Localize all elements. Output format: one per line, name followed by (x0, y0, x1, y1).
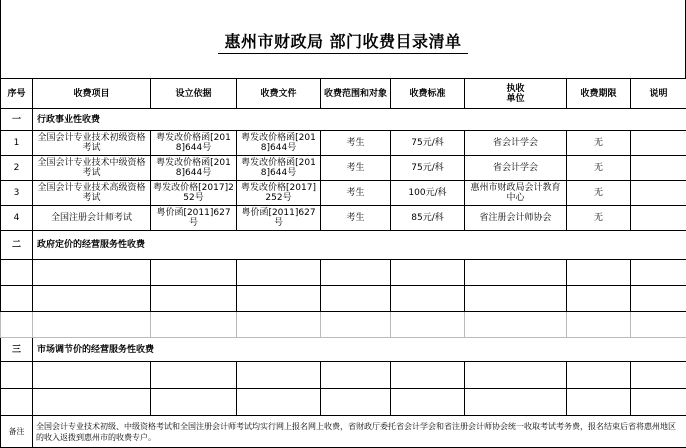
empty-cell (631, 389, 686, 416)
row-document: 粤发改价格函[2018]644号 (237, 156, 321, 181)
empty-cell (1, 389, 33, 416)
row-basis: 粤价函[2011]627号 (151, 206, 237, 231)
empty-cell (237, 260, 321, 286)
row-exec-unit: 省注册会计师协会 (465, 206, 567, 231)
section-number: 二 (1, 231, 33, 260)
header-exec-unit (465, 79, 567, 109)
row-standard: 100元/科 (391, 181, 465, 206)
empty-cell (1, 362, 33, 389)
table-row (1, 156, 686, 181)
section-number: 三 (1, 338, 33, 362)
empty-row (1, 260, 686, 286)
title-area (0, 0, 686, 78)
section-title: 行政事业性收费 (33, 109, 686, 131)
empty-cell (151, 312, 237, 338)
empty-cell (237, 362, 321, 389)
row-exec-unit: 惠州市财政局会计教育中心 (465, 181, 567, 206)
header-basis: 设立依据 (151, 79, 237, 109)
empty-cell (151, 362, 237, 389)
empty-cell (151, 260, 237, 286)
header-standard: 收费标准 (391, 79, 465, 109)
empty-cell (391, 362, 465, 389)
header-exec-unit-line2: 单位 (467, 94, 564, 104)
empty-row (1, 362, 686, 389)
empty-cell (631, 362, 686, 389)
empty-cell (321, 286, 391, 312)
header-index: 序号 (1, 79, 33, 109)
row-standard: 75元/科 (391, 131, 465, 156)
empty-cell (321, 389, 391, 416)
row-exec-unit: 省会计学会 (465, 131, 567, 156)
empty-cell (631, 286, 686, 312)
row-scope: 考生 (321, 181, 391, 206)
empty-cell (465, 389, 567, 416)
header-row (1, 79, 686, 109)
row-item: 全国注册会计师考试 (33, 206, 151, 231)
empty-cell (33, 260, 151, 286)
empty-cell (391, 260, 465, 286)
empty-row (1, 312, 686, 338)
empty-cell (321, 260, 391, 286)
empty-cell (237, 286, 321, 312)
row-basis: 粤发改价格[2017]252号 (151, 181, 237, 206)
remarks-row (1, 416, 686, 448)
row-item: 全国会计专业技术初级资格考试 (33, 131, 151, 156)
row-term: 无 (567, 131, 631, 156)
empty-cell (391, 286, 465, 312)
row-exec-unit: 省会计学会 (465, 156, 567, 181)
row-scope: 考生 (321, 206, 391, 231)
empty-cell (33, 362, 151, 389)
row-term: 无 (567, 206, 631, 231)
row-note (631, 206, 686, 231)
row-note (631, 156, 686, 181)
fee-table (0, 78, 686, 448)
empty-cell (151, 389, 237, 416)
row-scope: 考生 (321, 131, 391, 156)
empty-cell (465, 362, 567, 389)
table-row (1, 206, 686, 231)
empty-cell (631, 312, 686, 338)
table-row (1, 181, 686, 206)
row-basis: 粤发改价格函[2018]644号 (151, 131, 237, 156)
row-document: 粤价函[2011]627号 (237, 206, 321, 231)
row-item: 全国会计专业技术中级资格考试 (33, 156, 151, 181)
row-basis: 粤发改价格函[2018]644号 (151, 156, 237, 181)
section-title: 市场调节价的经营服务性收费 (33, 338, 686, 362)
empty-cell (33, 312, 151, 338)
header-scope: 收费范围和对象 (321, 79, 391, 109)
empty-cell (237, 312, 321, 338)
empty-cell (567, 260, 631, 286)
row-document: 粤发改价格函[2018]644号 (237, 131, 321, 156)
empty-cell (567, 362, 631, 389)
empty-cell (1, 286, 33, 312)
header-note: 说明 (631, 79, 686, 109)
empty-cell (151, 286, 237, 312)
empty-cell (567, 312, 631, 338)
row-index: 4 (1, 206, 33, 231)
empty-cell (33, 286, 151, 312)
row-term: 无 (567, 156, 631, 181)
header-document: 收费文件 (237, 79, 321, 109)
empty-cell (567, 286, 631, 312)
row-index: 3 (1, 181, 33, 206)
empty-cell (1, 312, 33, 338)
section-row (1, 231, 686, 260)
header-item: 收费项目 (33, 79, 151, 109)
remarks-text: 全国会计专业技术初级、中级资格考试和全国注册会计师考试均实行网上报名网上收费，省财政厅委托省会计学会和省注册会计师协会统一收取考试考务费，报名结束后省将惠州地区的收入返拨到惠州市的收费专户。 (33, 416, 686, 448)
empty-cell (237, 389, 321, 416)
empty-row (1, 286, 686, 312)
row-item: 全国会计专业技术高级资格考试 (33, 181, 151, 206)
row-index: 1 (1, 131, 33, 156)
page-title-text: 惠州市财政局 部门收费目录清单 (218, 32, 467, 54)
empty-cell (567, 389, 631, 416)
section-number: 一 (1, 109, 33, 131)
section-row (1, 109, 686, 131)
row-note (631, 131, 686, 156)
row-index: 2 (1, 156, 33, 181)
section-row (1, 338, 686, 362)
empty-cell (391, 389, 465, 416)
empty-cell (465, 260, 567, 286)
row-note (631, 181, 686, 206)
header-exec-unit-line1: 执收 (467, 84, 564, 94)
empty-cell (631, 260, 686, 286)
empty-cell (391, 312, 465, 338)
row-document: 粤发改价格[2017]252号 (237, 181, 321, 206)
empty-cell (465, 286, 567, 312)
row-standard: 85元/科 (391, 206, 465, 231)
empty-cell (321, 362, 391, 389)
page-title (1, 29, 685, 52)
row-scope: 考生 (321, 156, 391, 181)
row-standard: 75元/科 (391, 156, 465, 181)
empty-cell (465, 312, 567, 338)
empty-cell (321, 312, 391, 338)
empty-row (1, 389, 686, 416)
empty-cell (1, 260, 33, 286)
section-title: 政府定价的经营服务性收费 (33, 231, 686, 260)
header-term: 收费期限 (567, 79, 631, 109)
row-term: 无 (567, 181, 631, 206)
empty-cell (33, 389, 151, 416)
remarks-label: 备注 (1, 416, 33, 448)
table-row (1, 131, 686, 156)
